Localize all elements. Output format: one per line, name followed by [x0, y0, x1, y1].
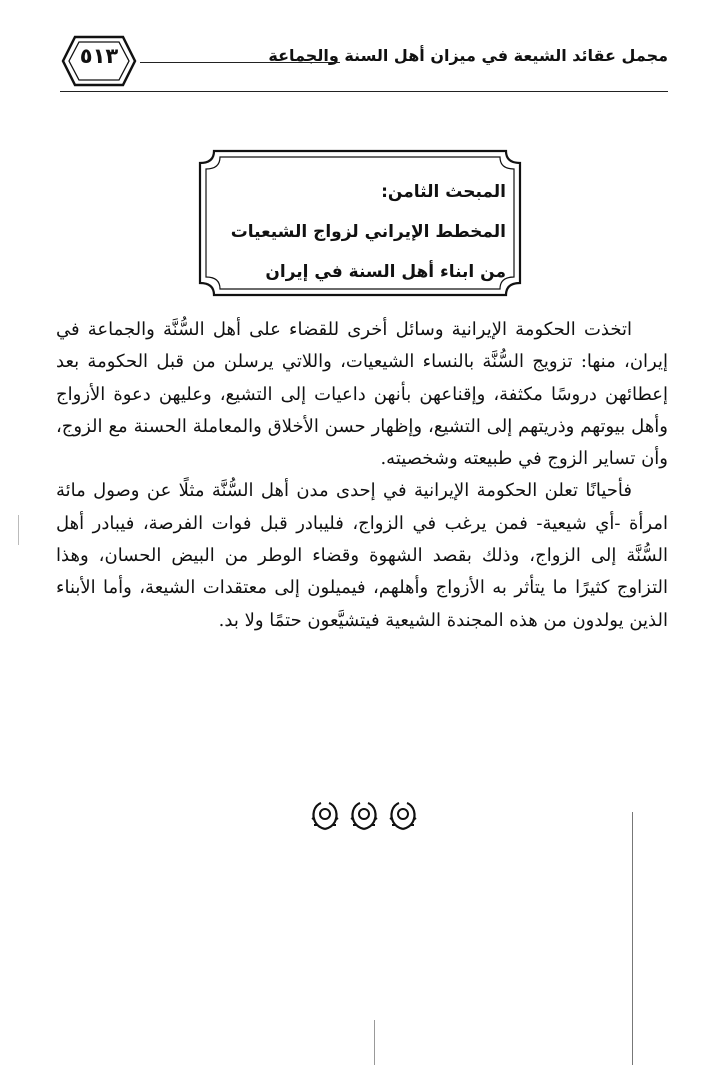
section-title-line-2: من ابناء أهل السنة في إيران	[265, 262, 506, 282]
section-end-ornament	[310, 800, 418, 834]
body-text	[56, 314, 668, 637]
scan-artifact-line	[632, 812, 633, 1065]
paragraph: فأحيانًا تعلن الحكومة الإيرانية في إحدى مدن أهل السُّنَّة مثلًا عن وصول مائة امرأة -أي شيعية- فمن يرغب في الزواج، فليبادر قبل فوات الفرصة، فيبادر أهل السُّنَّة إلى الزواج، وذلك بقصد الشهوة وقضاء الوطر من البيض الحسان، وهذا التزاوج كثيرًا ما يتأثر به الأزواج وأهلهم، فيميلون إلى معتقدات الشيعة، وأما الأبناء الذين يولدون من هذه المجندة الشيعية فيتشيَّعون حتمًا ولا بد.	[56, 480, 668, 631]
header-divider-short	[140, 62, 340, 63]
running-header-title: مجمل عقائد الشيعة في ميزان أهل السنة والجماعة	[268, 46, 668, 65]
section-heading	[206, 172, 506, 292]
laurel-wreath-icon	[388, 800, 418, 832]
laurel-wreath-icon	[349, 800, 379, 832]
scan-artifact-line	[374, 1020, 375, 1065]
page-number: ٥١٣	[79, 44, 119, 68]
header-divider	[60, 91, 668, 92]
scan-artifact-line	[18, 515, 19, 545]
section-label: المبحث الثامن:	[381, 182, 506, 202]
laurel-wreath-icon	[310, 800, 340, 832]
paragraph: اتخذت الحكومة الإيرانية وسائل أخرى للقضاء على أهل السُّنَّة والجماعة في إيران، منها: تزويج السُّنَّة بالنساء الشيعيات، واللاتي يرسلن من قبل الحكومة بعد إعطائهن دروسًا مكثفة، وإقناعهن بأنهن داعيات إلى التشيع، وعليهن دعوة الأزواج وأهل بيوتهم وذريتهم إلى التشيع، وإظهار حسن الأخلاق والمعاملة الحسنة مع الزوج، وأن تساير الزوج في طبيعته وشخصيته.	[56, 319, 668, 470]
section-title-line-1: المخطط الإيراني لزواج الشيعيات	[230, 222, 506, 242]
